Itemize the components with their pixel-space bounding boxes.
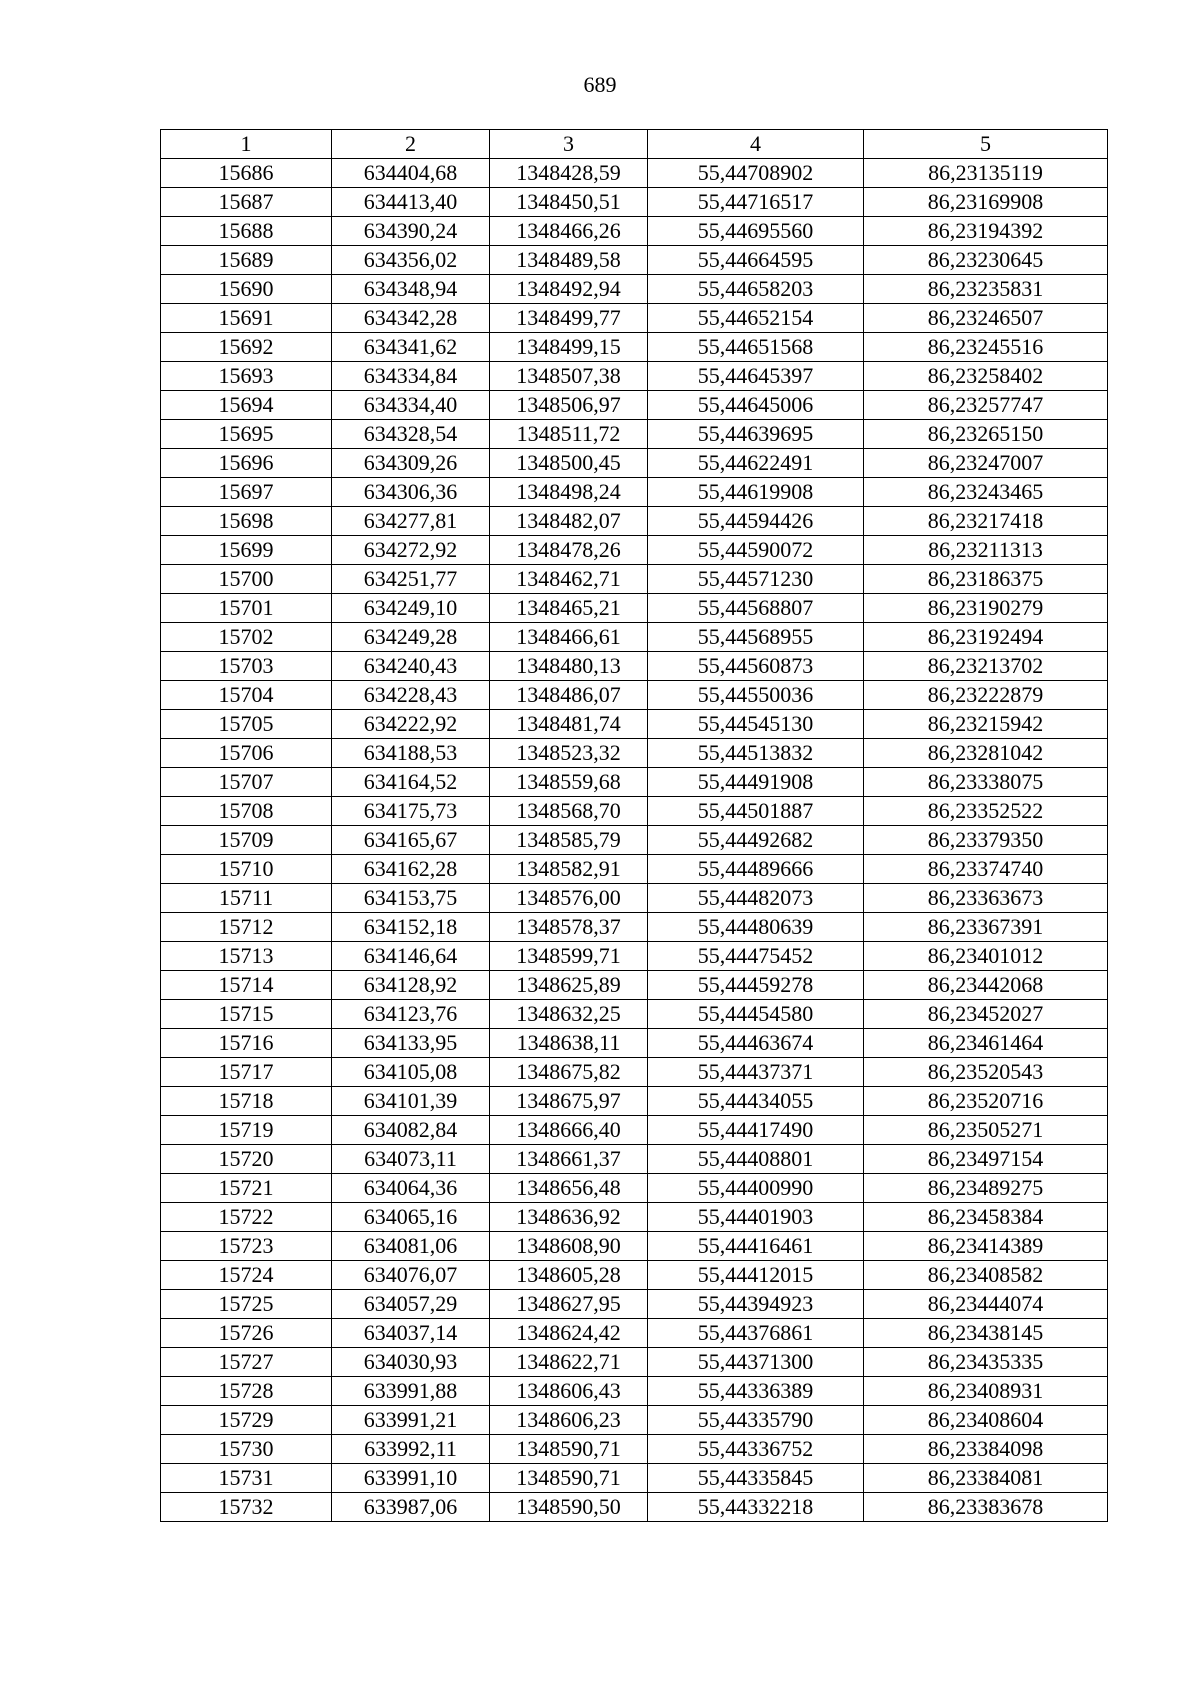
table-cell-col-3: 1348590,71 xyxy=(490,1435,648,1464)
table-cell-col-3: 1348590,50 xyxy=(490,1493,648,1522)
table-cell-col-4: 55,44501887 xyxy=(648,797,864,826)
table-cell-col-2: 634272,92 xyxy=(332,536,490,565)
table-cell-col-3: 1348499,15 xyxy=(490,333,648,362)
table-cell-col-1: 15720 xyxy=(161,1145,332,1174)
table-cell-col-4: 55,44412015 xyxy=(648,1261,864,1290)
table-cell-col-2: 634030,93 xyxy=(332,1348,490,1377)
table-cell-col-1: 15713 xyxy=(161,942,332,971)
table-cell-col-2: 633991,10 xyxy=(332,1464,490,1493)
table-cell-col-2: 634146,64 xyxy=(332,942,490,971)
table-cell-col-3: 1348489,58 xyxy=(490,246,648,275)
table-cell-col-4: 55,44645006 xyxy=(648,391,864,420)
table-cell-col-2: 634065,16 xyxy=(332,1203,490,1232)
table-cell-col-2: 634101,39 xyxy=(332,1087,490,1116)
table-cell-col-5: 86,23438145 xyxy=(864,1319,1108,1348)
table-cell-col-5: 86,23520543 xyxy=(864,1058,1108,1087)
table-cell-col-4: 55,44332218 xyxy=(648,1493,864,1522)
table-cell-col-1: 15709 xyxy=(161,826,332,855)
table-cell-col-5: 86,23489275 xyxy=(864,1174,1108,1203)
table-cell-col-5: 86,23384081 xyxy=(864,1464,1108,1493)
table-cell-col-4: 55,44482073 xyxy=(648,884,864,913)
table-cell-col-1: 15702 xyxy=(161,623,332,652)
table-cell-col-3: 1348486,07 xyxy=(490,681,648,710)
table-cell-col-1: 15699 xyxy=(161,536,332,565)
table-row xyxy=(161,1435,1108,1464)
table-cell-col-3: 1348559,68 xyxy=(490,768,648,797)
table-cell-col-4: 55,44708902 xyxy=(648,159,864,188)
table-cell-col-2: 634309,26 xyxy=(332,449,490,478)
table-cell-col-3: 1348627,95 xyxy=(490,1290,648,1319)
table-cell-col-5: 86,23186375 xyxy=(864,565,1108,594)
table-cell-col-1: 15688 xyxy=(161,217,332,246)
table-cell-col-5: 86,23435335 xyxy=(864,1348,1108,1377)
table-cell-col-2: 634164,52 xyxy=(332,768,490,797)
table-cell-col-3: 1348675,97 xyxy=(490,1087,648,1116)
table-cell-col-3: 1348599,71 xyxy=(490,942,648,971)
table-cell-col-1: 15697 xyxy=(161,478,332,507)
page-number: 689 xyxy=(583,72,617,97)
table-cell-col-1: 15728 xyxy=(161,1377,332,1406)
table-cell-col-1: 15729 xyxy=(161,1406,332,1435)
table-cell-col-3: 1348590,71 xyxy=(490,1464,648,1493)
table-cell-col-3: 1348568,70 xyxy=(490,797,648,826)
table-cell-col-5: 86,23211313 xyxy=(864,536,1108,565)
table-row xyxy=(161,333,1108,362)
table-cell-col-4: 55,44571230 xyxy=(648,565,864,594)
table-cell-col-4: 55,44652154 xyxy=(648,304,864,333)
table-cell-col-1: 15708 xyxy=(161,797,332,826)
table-cell-col-5: 86,23497154 xyxy=(864,1145,1108,1174)
table-row xyxy=(161,768,1108,797)
table-cell-col-1: 15717 xyxy=(161,1058,332,1087)
column-header-4: 4 xyxy=(648,130,864,159)
table-cell-col-1: 15724 xyxy=(161,1261,332,1290)
table-cell-col-2: 634128,92 xyxy=(332,971,490,1000)
table-cell-col-2: 634240,43 xyxy=(332,652,490,681)
table-cell-col-4: 55,44664595 xyxy=(648,246,864,275)
table-cell-col-4: 55,44417490 xyxy=(648,1116,864,1145)
table-cell-col-3: 1348480,13 xyxy=(490,652,648,681)
table-cell-col-2: 634037,14 xyxy=(332,1319,490,1348)
table-cell-col-3: 1348656,48 xyxy=(490,1174,648,1203)
table-cell-col-4: 55,44619908 xyxy=(648,478,864,507)
table-cell-col-5: 86,23190279 xyxy=(864,594,1108,623)
table-cell-col-5: 86,23222879 xyxy=(864,681,1108,710)
table-row xyxy=(161,1348,1108,1377)
table-cell-col-3: 1348478,26 xyxy=(490,536,648,565)
table-cell-col-5: 86,23352522 xyxy=(864,797,1108,826)
table-cell-col-5: 86,23444074 xyxy=(864,1290,1108,1319)
table-cell-col-5: 86,23192494 xyxy=(864,623,1108,652)
table-cell-col-2: 634342,28 xyxy=(332,304,490,333)
table-cell-col-1: 15719 xyxy=(161,1116,332,1145)
table-cell-col-4: 55,44651568 xyxy=(648,333,864,362)
table-cell-col-4: 55,44400990 xyxy=(648,1174,864,1203)
table-cell-col-2: 634175,73 xyxy=(332,797,490,826)
table-row xyxy=(161,1145,1108,1174)
table-cell-col-1: 15701 xyxy=(161,594,332,623)
column-header-5: 5 xyxy=(864,130,1108,159)
table-cell-col-2: 634152,18 xyxy=(332,913,490,942)
table-cell-col-2: 634249,10 xyxy=(332,594,490,623)
table-cell-col-2: 634404,68 xyxy=(332,159,490,188)
table-cell-col-4: 55,44590072 xyxy=(648,536,864,565)
table-cell-col-1: 15725 xyxy=(161,1290,332,1319)
table-cell-col-3: 1348428,59 xyxy=(490,159,648,188)
table-cell-col-1: 15718 xyxy=(161,1087,332,1116)
table-cell-col-4: 55,44639695 xyxy=(648,420,864,449)
table-row xyxy=(161,449,1108,478)
table-cell-col-5: 86,23384098 xyxy=(864,1435,1108,1464)
table-cell-col-5: 86,23374740 xyxy=(864,855,1108,884)
table-cell-col-5: 86,23265150 xyxy=(864,420,1108,449)
table-cell-col-4: 55,44459278 xyxy=(648,971,864,1000)
table-cell-col-3: 1348506,97 xyxy=(490,391,648,420)
table-cell-col-3: 1348511,72 xyxy=(490,420,648,449)
table-cell-col-5: 86,23408931 xyxy=(864,1377,1108,1406)
table-row xyxy=(161,826,1108,855)
table-cell-col-5: 86,23135119 xyxy=(864,159,1108,188)
table-cell-col-2: 634328,54 xyxy=(332,420,490,449)
table-cell-col-5: 86,23505271 xyxy=(864,1116,1108,1145)
table-cell-col-4: 55,44335790 xyxy=(648,1406,864,1435)
table-cell-col-3: 1348578,37 xyxy=(490,913,648,942)
table-cell-col-2: 634081,06 xyxy=(332,1232,490,1261)
table-cell-col-3: 1348605,28 xyxy=(490,1261,648,1290)
table-row xyxy=(161,884,1108,913)
table-cell-col-4: 55,44408801 xyxy=(648,1145,864,1174)
table-cell-col-1: 15691 xyxy=(161,304,332,333)
table-row xyxy=(161,855,1108,884)
table-cell-col-3: 1348638,11 xyxy=(490,1029,648,1058)
table-row xyxy=(161,507,1108,536)
table-row xyxy=(161,710,1108,739)
table-cell-col-2: 634334,84 xyxy=(332,362,490,391)
table-cell-col-4: 55,44376861 xyxy=(648,1319,864,1348)
table-cell-col-4: 55,44401903 xyxy=(648,1203,864,1232)
table-cell-col-4: 55,44545130 xyxy=(648,710,864,739)
table-cell-col-2: 634356,02 xyxy=(332,246,490,275)
table-row xyxy=(161,275,1108,304)
table-cell-col-5: 86,23520716 xyxy=(864,1087,1108,1116)
table-row xyxy=(161,536,1108,565)
table-cell-col-1: 15690 xyxy=(161,275,332,304)
table-cell-col-2: 634413,40 xyxy=(332,188,490,217)
table-cell-col-2: 634277,81 xyxy=(332,507,490,536)
table-cell-col-2: 634073,11 xyxy=(332,1145,490,1174)
table-cell-col-3: 1348499,77 xyxy=(490,304,648,333)
table-row xyxy=(161,391,1108,420)
table-cell-col-1: 15698 xyxy=(161,507,332,536)
table-cell-col-3: 1348608,90 xyxy=(490,1232,648,1261)
table-cell-col-4: 55,44622491 xyxy=(648,449,864,478)
table-cell-col-5: 86,23194392 xyxy=(864,217,1108,246)
table-cell-col-4: 55,44568807 xyxy=(648,594,864,623)
table-cell-col-4: 55,44489666 xyxy=(648,855,864,884)
table-cell-col-5: 86,23408582 xyxy=(864,1261,1108,1290)
table-cell-col-3: 1348625,89 xyxy=(490,971,648,1000)
table-cell-col-2: 634076,07 xyxy=(332,1261,490,1290)
table-row xyxy=(161,913,1108,942)
table-cell-col-2: 634165,67 xyxy=(332,826,490,855)
table-cell-col-3: 1348466,61 xyxy=(490,623,648,652)
table-cell-col-1: 15732 xyxy=(161,1493,332,1522)
table-cell-col-2: 634162,28 xyxy=(332,855,490,884)
table-cell-col-5: 86,23338075 xyxy=(864,768,1108,797)
table-header xyxy=(161,130,1108,159)
table-cell-col-3: 1348624,42 xyxy=(490,1319,648,1348)
table-cell-col-2: 633991,88 xyxy=(332,1377,490,1406)
table-cell-col-2: 634348,94 xyxy=(332,275,490,304)
table-cell-col-4: 55,44335845 xyxy=(648,1464,864,1493)
table-cell-col-3: 1348523,32 xyxy=(490,739,648,768)
table-cell-col-5: 86,23414389 xyxy=(864,1232,1108,1261)
table-cell-col-5: 86,23281042 xyxy=(864,739,1108,768)
table-cell-col-4: 55,44336389 xyxy=(648,1377,864,1406)
table-row xyxy=(161,1174,1108,1203)
table-cell-col-3: 1348466,26 xyxy=(490,217,648,246)
table-row xyxy=(161,565,1108,594)
table-cell-col-5: 86,23461464 xyxy=(864,1029,1108,1058)
table-cell-col-3: 1348576,00 xyxy=(490,884,648,913)
table-cell-col-4: 55,44492682 xyxy=(648,826,864,855)
table-row xyxy=(161,1116,1108,1145)
table-cell-col-1: 15696 xyxy=(161,449,332,478)
table-cell-col-3: 1348462,71 xyxy=(490,565,648,594)
table-cell-col-1: 15687 xyxy=(161,188,332,217)
table-cell-col-2: 634334,40 xyxy=(332,391,490,420)
table-cell-col-5: 86,23442068 xyxy=(864,971,1108,1000)
table-cell-col-5: 86,23217418 xyxy=(864,507,1108,536)
table-row xyxy=(161,1406,1108,1435)
table-row xyxy=(161,217,1108,246)
table-cell-col-3: 1348498,24 xyxy=(490,478,648,507)
table-cell-col-1: 15694 xyxy=(161,391,332,420)
table-body xyxy=(161,159,1108,1522)
table-cell-col-2: 634222,92 xyxy=(332,710,490,739)
table-cell-col-4: 55,44645397 xyxy=(648,362,864,391)
table-row xyxy=(161,188,1108,217)
table-cell-col-3: 1348606,23 xyxy=(490,1406,648,1435)
table-cell-col-3: 1348465,21 xyxy=(490,594,648,623)
table-row xyxy=(161,304,1108,333)
table-cell-col-4: 55,44463674 xyxy=(648,1029,864,1058)
table-cell-col-2: 634251,77 xyxy=(332,565,490,594)
table-cell-col-2: 634133,95 xyxy=(332,1029,490,1058)
table-cell-col-3: 1348666,40 xyxy=(490,1116,648,1145)
table-cell-col-3: 1348482,07 xyxy=(490,507,648,536)
table-row xyxy=(161,1058,1108,1087)
table-cell-col-3: 1348636,92 xyxy=(490,1203,648,1232)
table-cell-col-1: 15700 xyxy=(161,565,332,594)
column-header-2: 2 xyxy=(332,130,490,159)
table-cell-col-3: 1348632,25 xyxy=(490,1000,648,1029)
table-cell-col-1: 15726 xyxy=(161,1319,332,1348)
table-cell-col-1: 15704 xyxy=(161,681,332,710)
table-cell-col-3: 1348606,43 xyxy=(490,1377,648,1406)
table-cell-col-3: 1348500,45 xyxy=(490,449,648,478)
table-cell-col-4: 55,44437371 xyxy=(648,1058,864,1087)
table-cell-col-4: 55,44336752 xyxy=(648,1435,864,1464)
table-cell-col-5: 86,23367391 xyxy=(864,913,1108,942)
table-cell-col-5: 86,23169908 xyxy=(864,188,1108,217)
table-cell-col-2: 633992,11 xyxy=(332,1435,490,1464)
table-cell-col-5: 86,23235831 xyxy=(864,275,1108,304)
table-cell-col-2: 634153,75 xyxy=(332,884,490,913)
table-cell-col-2: 633987,06 xyxy=(332,1493,490,1522)
table-cell-col-1: 15721 xyxy=(161,1174,332,1203)
table-cell-col-4: 55,44513832 xyxy=(648,739,864,768)
table-cell-col-3: 1348675,82 xyxy=(490,1058,648,1087)
table-row xyxy=(161,159,1108,188)
table-row xyxy=(161,1087,1108,1116)
table-cell-col-2: 634188,53 xyxy=(332,739,490,768)
table-cell-col-2: 634105,08 xyxy=(332,1058,490,1087)
table-cell-col-5: 86,23247007 xyxy=(864,449,1108,478)
table-row xyxy=(161,681,1108,710)
table-row xyxy=(161,971,1108,1000)
table-row xyxy=(161,594,1108,623)
table-cell-col-1: 15703 xyxy=(161,652,332,681)
table-cell-col-4: 55,44695560 xyxy=(648,217,864,246)
table-row xyxy=(161,420,1108,449)
column-header-1: 1 xyxy=(161,130,332,159)
table-row xyxy=(161,1377,1108,1406)
table-cell-col-3: 1348481,74 xyxy=(490,710,648,739)
table-cell-col-1: 15695 xyxy=(161,420,332,449)
table-cell-col-1: 15712 xyxy=(161,913,332,942)
table-cell-col-3: 1348622,71 xyxy=(490,1348,648,1377)
table-cell-col-2: 634249,28 xyxy=(332,623,490,652)
table-cell-col-4: 55,44658203 xyxy=(648,275,864,304)
table-cell-col-3: 1348450,51 xyxy=(490,188,648,217)
table-cell-col-1: 15689 xyxy=(161,246,332,275)
table-cell-col-5: 86,23246507 xyxy=(864,304,1108,333)
table-cell-col-4: 55,44371300 xyxy=(648,1348,864,1377)
table-cell-col-5: 86,23379350 xyxy=(864,826,1108,855)
table-cell-col-5: 86,23458384 xyxy=(864,1203,1108,1232)
table-cell-col-1: 15714 xyxy=(161,971,332,1000)
table-cell-col-5: 86,23215942 xyxy=(864,710,1108,739)
table-cell-col-4: 55,44550036 xyxy=(648,681,864,710)
table-row xyxy=(161,1203,1108,1232)
table-row xyxy=(161,1232,1108,1261)
table-row xyxy=(161,797,1108,826)
table-cell-col-5: 86,23257747 xyxy=(864,391,1108,420)
table-cell-col-4: 55,44416461 xyxy=(648,1232,864,1261)
table-cell-col-1: 15727 xyxy=(161,1348,332,1377)
table-cell-col-5: 86,23245516 xyxy=(864,333,1108,362)
table-cell-col-3: 1348492,94 xyxy=(490,275,648,304)
table-cell-col-4: 55,44475452 xyxy=(648,942,864,971)
table-cell-col-2: 634082,84 xyxy=(332,1116,490,1145)
table-row xyxy=(161,1319,1108,1348)
table-cell-col-1: 15722 xyxy=(161,1203,332,1232)
table-cell-col-5: 86,23408604 xyxy=(864,1406,1108,1435)
table-row xyxy=(161,652,1108,681)
table-cell-col-1: 15693 xyxy=(161,362,332,391)
header-row xyxy=(161,130,1108,159)
table-row xyxy=(161,1290,1108,1319)
table-cell-col-5: 86,23383678 xyxy=(864,1493,1108,1522)
table-row xyxy=(161,362,1108,391)
table-cell-col-5: 86,23213702 xyxy=(864,652,1108,681)
table-cell-col-1: 15706 xyxy=(161,739,332,768)
table-cell-col-2: 634057,29 xyxy=(332,1290,490,1319)
table-cell-col-2: 634341,62 xyxy=(332,333,490,362)
table-cell-col-2: 634064,36 xyxy=(332,1174,490,1203)
table-cell-col-1: 15705 xyxy=(161,710,332,739)
table-row xyxy=(161,1029,1108,1058)
table-cell-col-2: 634123,76 xyxy=(332,1000,490,1029)
table-row xyxy=(161,246,1108,275)
table-cell-col-4: 55,44594426 xyxy=(648,507,864,536)
table-row xyxy=(161,1464,1108,1493)
table-cell-col-4: 55,44560873 xyxy=(648,652,864,681)
column-header-3: 3 xyxy=(490,130,648,159)
table-cell-col-5: 86,23230645 xyxy=(864,246,1108,275)
table-row xyxy=(161,478,1108,507)
table-cell-col-1: 15731 xyxy=(161,1464,332,1493)
table-cell-col-4: 55,44716517 xyxy=(648,188,864,217)
table-cell-col-5: 86,23363673 xyxy=(864,884,1108,913)
table-cell-col-5: 86,23401012 xyxy=(864,942,1108,971)
table-cell-col-1: 15715 xyxy=(161,1000,332,1029)
table-cell-col-5: 86,23243465 xyxy=(864,478,1108,507)
table-cell-col-1: 15716 xyxy=(161,1029,332,1058)
table-cell-col-2: 634306,36 xyxy=(332,478,490,507)
table-cell-col-4: 55,44434055 xyxy=(648,1087,864,1116)
table-cell-col-2: 634390,24 xyxy=(332,217,490,246)
table-row xyxy=(161,739,1108,768)
table-cell-col-1: 15707 xyxy=(161,768,332,797)
table-cell-col-3: 1348582,91 xyxy=(490,855,648,884)
table-cell-col-4: 55,44454580 xyxy=(648,1000,864,1029)
table-cell-col-2: 633991,21 xyxy=(332,1406,490,1435)
table-cell-col-1: 15692 xyxy=(161,333,332,362)
table-row xyxy=(161,1261,1108,1290)
table-cell-col-4: 55,44480639 xyxy=(648,913,864,942)
table-row xyxy=(161,1493,1108,1522)
table-cell-col-2: 634228,43 xyxy=(332,681,490,710)
table-cell-col-5: 86,23452027 xyxy=(864,1000,1108,1029)
coordinates-table xyxy=(160,129,1108,1522)
table-cell-col-5: 86,23258402 xyxy=(864,362,1108,391)
table-cell-col-4: 55,44568955 xyxy=(648,623,864,652)
table-cell-col-3: 1348661,37 xyxy=(490,1145,648,1174)
table-cell-col-3: 1348585,79 xyxy=(490,826,648,855)
table-cell-col-4: 55,44491908 xyxy=(648,768,864,797)
table-cell-col-1: 15710 xyxy=(161,855,332,884)
table-cell-col-3: 1348507,38 xyxy=(490,362,648,391)
table-cell-col-1: 15686 xyxy=(161,159,332,188)
table-cell-col-1: 15711 xyxy=(161,884,332,913)
table-row xyxy=(161,942,1108,971)
table-row xyxy=(161,623,1108,652)
table-row xyxy=(161,1000,1108,1029)
table-cell-col-1: 15730 xyxy=(161,1435,332,1464)
table-cell-col-4: 55,44394923 xyxy=(648,1290,864,1319)
table-cell-col-1: 15723 xyxy=(161,1232,332,1261)
